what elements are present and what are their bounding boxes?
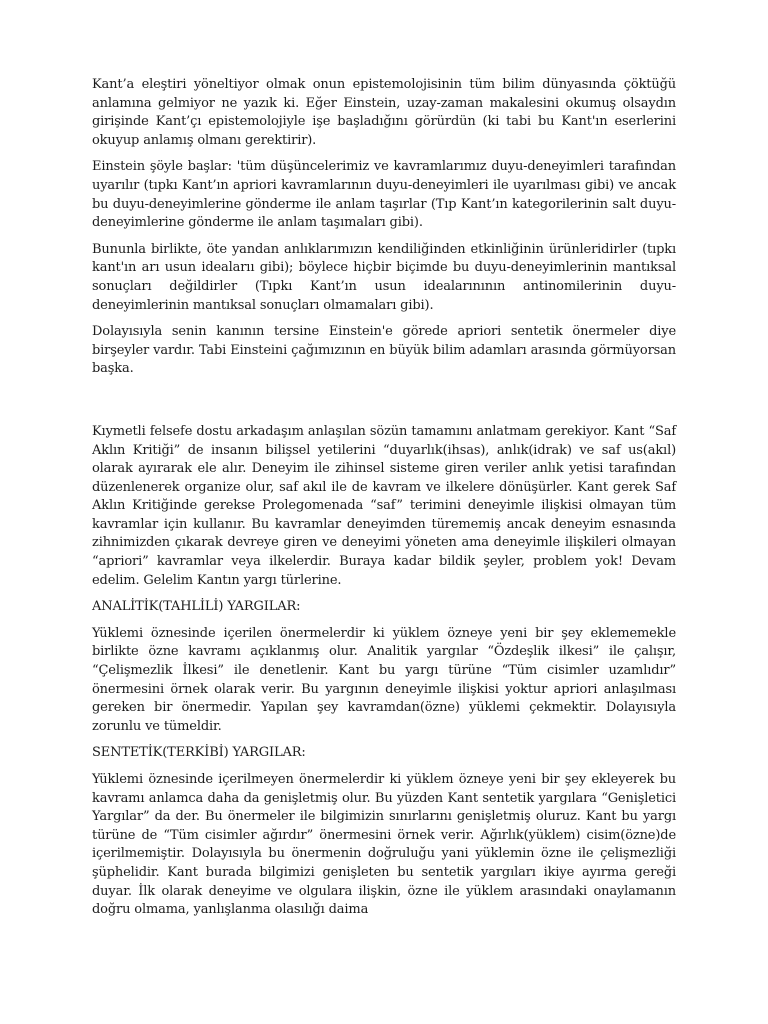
paragraph-intro: Kıymetli felsefe dostu arkadaşım anlaşılan sözün tamamını anlatmam gerekiyor. Kant “Saf Aklın Kritiği” de insanın bilişsel yetilerini “duyarlık(ihsas), anlık(idrak) ve saf us(akıl) olarak ayırarak ele alır. Deneyim ile zihinsel sisteme giren veriler anlık yetisi tarafından düzenlenerek organize olur, saf akıl ile de kavram ve ilkelere dönüşürler. Kant gerek Saf Aklın Kritiğinde gerekse Prolegomenada “saf” terimini deneyimle ilişkisi olmayan tüm kavramlar için kullanır. Bu kavramlar deneyimden türememiş ancak deneyim esnasında zihnimizden çıkarak devreye giren ve deneyimi yöneten ama deneyimle ilişkileri olmayan “apriori” kavramlar veya ilkelerdir. Buraya kadar bildik şeyler, problem yok! Devam edelim. Gelelim Kantın yargı türlerine. [92,423,676,588]
heading-synthetic-judgments: SENTETİK(TERKİBİ) YARGILAR: [92,745,306,761]
paragraph-synthetic: Yüklemi öznesinde içerilmeyen önermelerdir ki yüklem özneye yeni bir şey ekleyerek bu kavramı anlamca daha da genişletmiş olur. Bu yüzden Kant sentetik yargılara “Genişletici Yargılar” da der. Bu önermeler ile bilgimizin sınırlarını genişletmiş oluruz. Kant bu yargı türüne de “Tüm cisimler ağırdır” önermesini örnek verir. Ağırlık(yüklem) cisim(özne)de içerilmemiştir. Dolayısıyla bu önermenin doğruluğu yani yüklemin özne ile çelişmezliği şüphelidir. Kant burada bilgimizi genişleten bu sentetik yargıları ikiye ayırma gereği duyar. İlk olarak deneyime ve olgulara ilişkin, özne ile yüklem arasındaki onaylamanın doğru olmama, yanlışlanma olasılığı daima [92,772,676,918]
document-page [92,76,676,928]
paragraph-therefore: Dolayısıyla senin kanının tersine Einstein'e görede apriori sentetik önermeler diye birşeyler vardır. Tabi Einsteini çağımızının en büyük bilim adamları arasında görmüyorsan başka. [92,324,676,377]
paragraph-kant-critique: Kant’a eleştiri yöneltiyor olmak onun epistemolojisinin tüm bilim dünyasında çöktüğü anlamına gelmiyor ne yazık ki. Eğer Einstein, uzay-zaman makalesini okumuş olsaydın girişinde Kant’çı epistemolojiyle işe başladığını görürdün (ki tabi bu Kant'ın eserlerini okuyup anlamış olmanı gerektirir). [92,77,676,148]
paragraph-nevertheless: Bununla birlikte, öte yandan anlıklarımızın kendiliğinden etkinliğinin ürünleridirler (tıpkı kant'ın arı usun idealarıı gibi); böylece hiçbir biçimde bu duyu-deneyimlerinin mantıksal sonuçları değildirler (Tıpkı Kant’ın usun idealarınının antinomilerinin duyu-deneyimlerinin mantıksal sonuçları olmamaları gibi). [92,241,676,313]
paragraph-einstein-begins: Einstein şöyle başlar: 'tüm düşüncelerimiz ve kavramlarımız duyu-deneyimleri tarafından uyarılır (tıpkı Kant’ın apriori kavramlarının duyu-deneyimleri ile uyarılması gibi) ve ancak bu duyu-deneyimlerine gönderme ile anlam taşırlar (Tıp Kant’ın kategorilerinin salt duyu-deneyimlerine gönderme ile anlam taşımaları gibi). [92,159,676,231]
heading-analytic-judgments: ANALİTİK(TAHLİLİ) YARGILAR: [92,599,301,615]
paragraph-analytic: Yüklemi öznesinde içerilen önermelerdir ki yüklem özneye yeni bir şey eklememekle birlikte özne kavramı açıklanmış olur. Analitik yargılar “Özdeşlik ilkesi” ile çalışır, “Çelişmezlik İlkesi” ile denetlenir. Kant bu yargı türüne “Tüm cisimler uzamlıdır” önermesini örnek olarak verir. Bu yargının deneyimle ilişkisi yoktur apriori anlaşılması gereken bir önermedir. Yapılan şey kavramdan(özne) yüklemi çekmektir. Dolayısıyla zorunlu ve tümeldir. [92,625,676,734]
section-spacer [92,387,676,423]
